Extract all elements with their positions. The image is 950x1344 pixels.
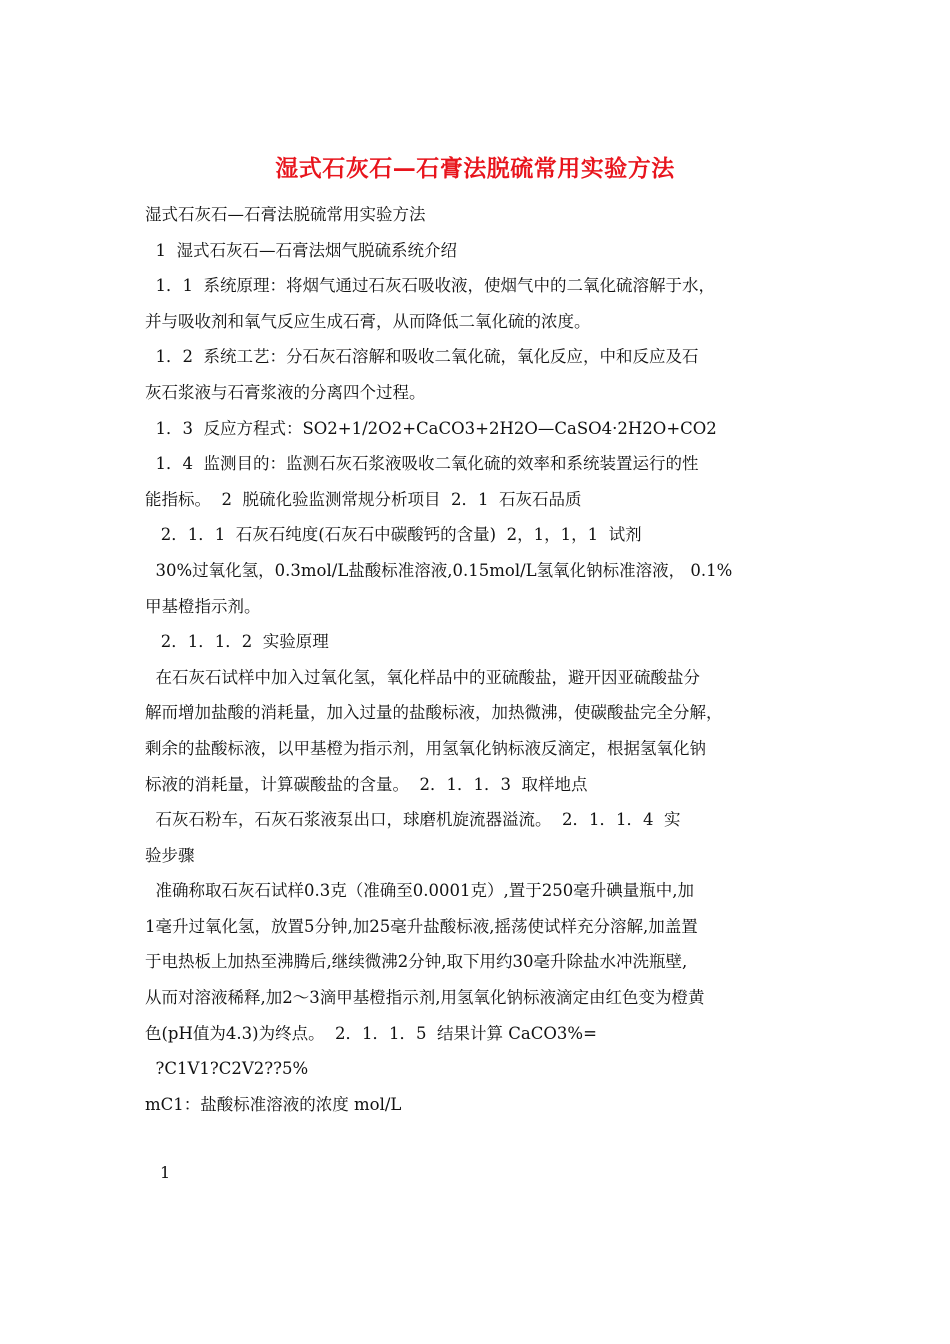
body-line: 1 湿式石灰石—石膏法烟气脱硫系统介绍 <box>145 240 457 260</box>
body-line: 标液的消耗量，计算碳酸盐的含量。 2．1．1．3 取样地点 <box>145 774 588 794</box>
body-line: 1．3 反应方程式：SO2+1/2O2+CaCO3+2H2O—CaSO4·2H2O+CO2 <box>145 418 717 438</box>
body-line: 2．1．1．2 实验原理 <box>145 632 329 652</box>
body-line: 并与吸收剂和氧气反应生成石膏，从而降低二氧化硫的浓度。 <box>145 311 591 331</box>
body-line: 解而增加盐酸的消耗量，加入过量的盐酸标液，加热微沸，使碳酸盐完全分解， <box>145 703 723 723</box>
body-line: 在石灰石试样中加入过氧化氢，氧化样品中的亚硫酸盐，避开因亚硫酸盐分 <box>145 667 700 687</box>
body-line: 1．1 系统原理：将烟气通过石灰石吸收液，使烟气中的二氧化硫溶解于水， <box>145 276 715 296</box>
body-line: 湿式石灰石—石膏法脱硫常用实验方法 <box>145 205 426 224</box>
body-line: 于电热板上加热至沸腾后,继续微沸2分钟,取下用约30毫升除盐水冲洗瓶壁, <box>145 952 688 972</box>
body-line: mC1：盐酸标准溶液的浓度 mol/L <box>145 1094 402 1114</box>
body-line: 验步骤 <box>145 845 195 865</box>
body-line: 灰石浆液与石膏浆液的分离四个过程。 <box>145 382 426 402</box>
body-line: 从而对溶液稀释,加2～3滴甲基橙指示剂,用氢氧化钠标液滴定由红色变为橙黄 <box>145 988 705 1008</box>
body-line: 剩余的盐酸标液，以甲基橙为指示剂，用氢氧化钠标液反滴定，根据氢氧化钠 <box>145 738 706 758</box>
body-line: 1．4 监测目的：监测石灰石浆液吸收二氧化硫的效率和系统装置运行的性 <box>145 454 699 474</box>
body-line: ?C1V1?C2V2??5% <box>145 1059 309 1079</box>
page-number: 1 <box>160 1163 171 1182</box>
body-line: 能指标。 2 脱硫化验监测常规分析项目 2．1 石灰石品质 <box>145 489 582 509</box>
body-line: 1毫升过氧化氢，放置5分钟,加25毫升盐酸标液,摇荡使试样充分溶解,加盖置 <box>145 916 698 936</box>
body-line: 1．2 系统工艺：分石灰石溶解和吸收二氧化硫，氧化反应，中和反应及石 <box>145 347 699 367</box>
body-line: 30%过氧化氢，0.3mol/L盐酸标准溶液,0.15mol/L氢氧化钠标准溶液， 0.1% <box>145 560 733 580</box>
document-body <box>145 197 810 1122</box>
body-line: 2．1．1 石灰石纯度(石灰石中碳酸钙的含量) 2，1，1，1 试剂 <box>145 525 642 545</box>
document-title: 湿式石灰石—石膏法脱硫常用实验方法 <box>275 155 675 182</box>
body-line: 色(pH值为4.3)为终点。 2．1．1．5 结果计算 CaCO3%= <box>145 1023 597 1043</box>
body-line: 准确称取石灰石试样0.3克（准确至0.0001克）,置于250毫升碘量瓶中,加 <box>145 881 694 901</box>
body-line: 甲基橙指示剂。 <box>145 596 261 616</box>
body-line: 石灰石粉车，石灰石浆液泵出口，球磨机旋流器溢流。 2．1．1．4 实 <box>145 810 681 830</box>
